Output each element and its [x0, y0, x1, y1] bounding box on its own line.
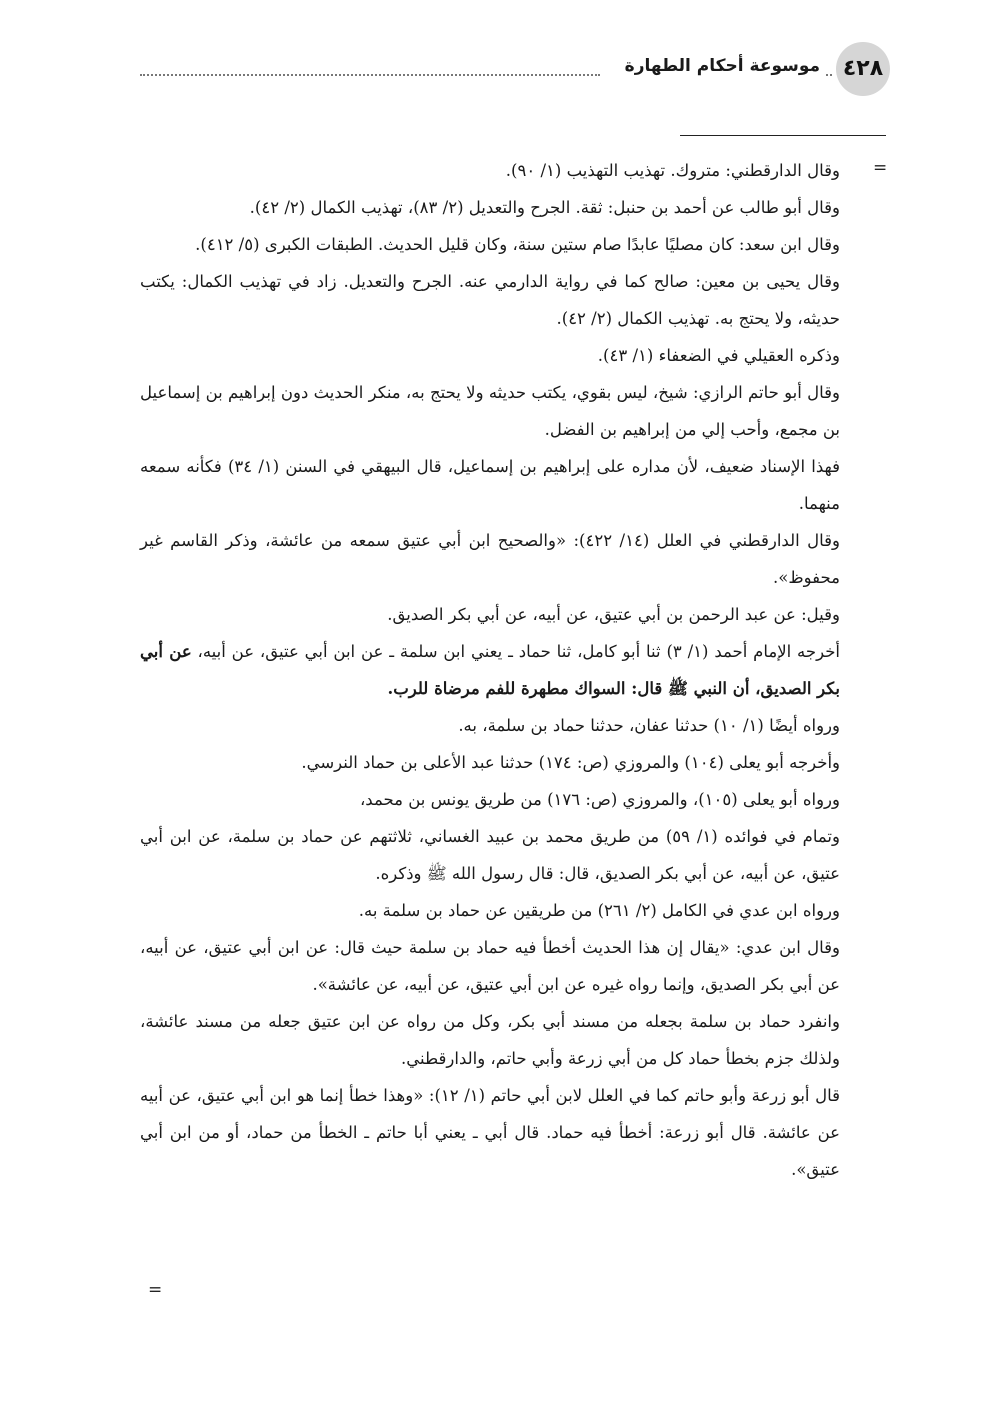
paragraph: وقال أبو حاتم الرازي: شيخ، ليس بقوي، يكتب حديثه ولا يحتج به، منكر الحديث دون إبراهيم بن إسماعيل بن مجمع، وأحب إلي من إبراهيم بن الفضل. [140, 383, 840, 439]
paragraph: وقال ابن عدي: «يقال إن هذا الحديث أخطأ فيه حماد بن سلمة حيث قال: عن ابن أبي عتيق، عن أبيه، عن أبي بكر الصديق، وإنما رواه غيره عن ابن أبي عتيق، عن أبيه، عن عائشة». [140, 938, 840, 994]
paragraph-text: أخرجه الإمام أحمد (١/ ٣) ثنا أبو كامل، ثنا حماد ـ يعني ابن سلمة ـ عن ابن أبي عتيق، عن أبيه، [191, 642, 840, 661]
paragraph-with-bold [140, 633, 840, 707]
paragraph: ورواه ابن عدي في الكامل (٢/ ٢٦١) من طريقين عن حماد بن سلمة به. [358, 901, 840, 920]
footnote-separator [680, 135, 886, 136]
footnote-text [140, 152, 840, 1188]
hadith-text-bold: عن أبي بكر الصديق، أن النبي ﷺ قال: السواك مطهرة للفم مرضاة للرب. [140, 642, 840, 698]
paragraph: وانفرد حماد بن سلمة بجعله من مسند أبي بكر، وكل من رواه عن ابن عتيق جعله من مسند عائشة، ولذلك جزم بخطأ حماد كل من أبي زرعة وأبي حاتم، والدارقطني. [140, 1012, 840, 1068]
continuation-marker-top: = [873, 158, 888, 178]
paragraph: وقال الدارقطني في العلل (١٤/ ٤٢٢): «والصحيح ابن أبي عتيق سمعه من عائشة، وذكر القاسم غير محفوظ». [140, 531, 841, 587]
page-header [140, 40, 890, 100]
continuation-marker-bottom: = [148, 1280, 163, 1300]
paragraph: وقال يحيى بن معين: صالح كما في رواية الدارمي عنه. الجرح والتعديل. زاد في تهذيب الكمال: يكتب حديثه، ولا يحتج به. تهذيب الكمال (٢/ ٤٢). [140, 272, 840, 328]
paragraph: فهذا الإسناد ضعيف، لأن مداره على إبراهيم بن إسماعيل، قال البيهقي في السنن (١/ ٣٤) فكأنه سمعه منهما. [140, 457, 840, 513]
paragraph: وقال أبو طالب عن أحمد بن حنبل: ثقة. الجرح والتعديل (٢/ ٨٣)، تهذيب الكمال (٢/ ٤٢). [249, 198, 840, 217]
header-dotted-leader-short [826, 74, 832, 76]
paragraph: قال أبو زرعة وأبو حاتم كما في العلل لابن أبي حاتم (١/ ١٢): «وهذا خطأ إنما هو ابن أبي عتيق، عن أبيه عن عائشة. قال أبو زرعة: أخطأ فيه حماد. قال أبي ـ يعني أبا حاتم ـ الخطأ من حماد، أو من ابن أبي عتيق». [140, 1086, 840, 1179]
paragraph: وقيل: عن عبد الرحمن بن أبي عتيق، عن أبيه، عن أبي بكر الصديق. [387, 605, 840, 624]
paragraph: وقال ابن سعد: كان مصليًا عابدًا صام ستين سنة، وكان قليل الحديث. الطبقات الكبرى (٥/ ٤١٢). [195, 235, 840, 254]
paragraph: ورواه أيضًا (١/ ١٠) حدثنا عفان، حدثنا حماد بن سلمة، به. [458, 716, 840, 735]
paragraph: وأخرجه أبو يعلى (١٠٤) والمروزي (ص: ١٧٤) حدثنا عبد الأعلى بن حماد النرسي. [301, 753, 840, 772]
book-title: موسوعة أحكام الطهارة [619, 56, 826, 76]
paragraph: وذكره العقيلي في الضعفاء (١/ ٤٣). [597, 346, 840, 365]
header-dotted-leader [140, 74, 600, 76]
page-number-badge: ٤٢٨ [836, 42, 890, 96]
paragraph: وتمام في فوائده (١/ ٥٩) من طريق محمد بن عبيد الغساني، ثلاثتهم عن حماد بن سلمة، عن ابن أبي عتيق، عن أبيه، عن أبي بكر الصديق، قال: قال رسول الله ﷺ وذكره. [140, 827, 840, 883]
paragraph: وقال الدارقطني: متروك. تهذيب التهذيب (١/ ٩٠). [505, 161, 840, 180]
paragraph: ورواه أبو يعلى (١٠٥)، والمروزي (ص: ١٧٦) من طريق يونس بن محمد، [359, 790, 840, 809]
